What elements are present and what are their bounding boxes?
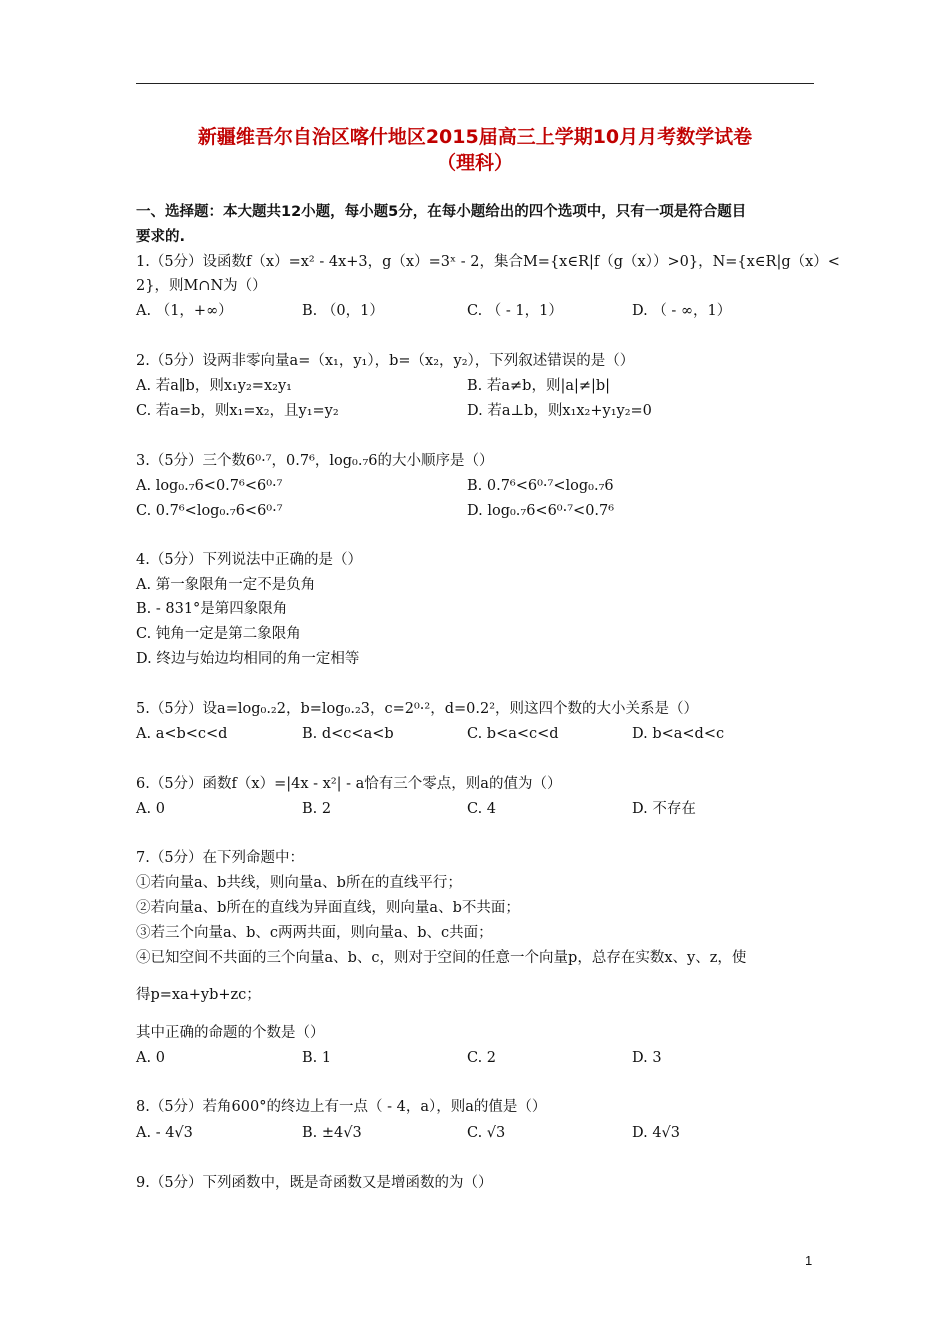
q8-option-c: C. √3 <box>467 1125 506 1141</box>
q2-option-a: A. 若a∥b，则x₁y₂=x₂y₁ <box>136 378 292 394</box>
q7-statement-4-cont: 得p=xa+yb+zc； <box>136 987 261 1003</box>
q3-option-c: C. 0.7⁶<log₀.₇6<6⁰·⁷ <box>136 503 283 519</box>
q7-statement-1: ①若向量a、b共线，则向量a、b所在的直线平行； <box>136 875 462 891</box>
q1-option-d: D. （ - ∞，1） <box>632 303 732 319</box>
q8-option-b: B. ±4√3 <box>302 1125 362 1141</box>
q5-option-b: B. d<c<a<b <box>302 726 394 742</box>
q2-option-d: D. 若a⊥b，则x₁x₂+y₁y₂=0 <box>467 403 652 419</box>
q5-stem: 5.（5分）设a=log₀.₂2，b=log₀.₂3，c=2⁰·²，d=0.2²，则这四个数的大小关系是（） <box>136 701 699 717</box>
q7-statement-2: ②若向量a、b所在的直线为异面直线，则向量a、b不共面； <box>136 900 520 916</box>
q2-option-c: C. 若a=b，则x₁=x₂，且y₁=y₂ <box>136 403 339 419</box>
q5-option-c: C. b<a<c<d <box>467 726 559 742</box>
page-subtitle: （理科） <box>436 152 513 174</box>
q7-statement-4: ④已知空间不共面的三个向量a、b、c，则对于空间的任意一个向量p，总存在实数x、y、z，使 <box>136 950 747 966</box>
q4-option-a: A. 第一象限角一定不是负角 <box>136 577 316 593</box>
q8-option-a: A. - 4√3 <box>136 1125 193 1141</box>
q4-option-b: B. - 831°是第四象限角 <box>136 601 288 617</box>
q3-option-a: A. log₀.₇6<0.7⁶<6⁰·⁷ <box>136 478 283 494</box>
q8-stem: 8.（5分）若角600°的终边上有一点（ - 4，a），则a的值是（） <box>136 1099 547 1115</box>
q4-stem: 4.（5分）下列说法中正确的是（） <box>136 552 363 568</box>
q6-option-d: D. 不存在 <box>632 801 696 817</box>
q1-option-a: A. （1，+∞） <box>136 303 233 319</box>
page-title: 新疆维吾尔自治区喀什地区2015届高三上学期10月月考数学试卷 <box>197 126 753 148</box>
header-rule <box>136 83 814 84</box>
q1-option-b: B. （0，1） <box>302 303 384 319</box>
q6-option-b: B. 2 <box>302 801 332 817</box>
q2-stem: 2.（5分）设两非零向量a=（x₁，y₁），b=（x₂，y₂），下列叙述错误的是（） <box>136 353 635 369</box>
q7-statement-3: ③若三个向量a、b、c两两共面，则向量a、b、c共面； <box>136 925 493 941</box>
q7-stem: 7.（5分）在下列命题中： <box>136 850 305 866</box>
q6-option-a: A. 0 <box>136 801 165 817</box>
q1-option-c: C. （ - 1，1） <box>467 303 563 319</box>
q7-option-a: A. 0 <box>136 1050 165 1066</box>
q3-option-d: D. log₀.₇6<6⁰·⁷<0.7⁶ <box>467 503 615 519</box>
section-heading: 一、选择题：本大题共12小题，每小题5分，在每小题给出的四个选项中，只有一项是符合题目 <box>136 204 747 220</box>
q9-stem: 9.（5分）下列函数中，既是奇函数又是增函数的为（） <box>136 1175 493 1191</box>
q5-option-a: A. a<b<c<d <box>136 726 228 742</box>
q7-question: 其中正确的命题的个数是（） <box>136 1025 325 1041</box>
q8-option-d: D. 4√3 <box>632 1125 681 1141</box>
q6-option-c: C. 4 <box>467 801 497 817</box>
q3-stem: 3.（5分）三个数6⁰·⁷，0.7⁶，log₀.₇6的大小顺序是（） <box>136 453 494 469</box>
q7-option-c: C. 2 <box>467 1050 497 1066</box>
q4-option-d: D. 终边与始边均相同的角一定相等 <box>136 651 360 667</box>
page-number: 1 <box>805 1253 813 1268</box>
q7-option-b: B. 1 <box>302 1050 332 1066</box>
q4-option-c: C. 钝角一定是第二象限角 <box>136 626 301 642</box>
q7-option-d: D. 3 <box>632 1050 662 1066</box>
q6-stem: 6.（5分）函数f（x）=|4x - x²| - a恰有三个零点，则a的值为（） <box>136 776 562 792</box>
q1-stem-cont: 2}，则M∩N为（） <box>136 278 267 294</box>
q1-stem: 1.（5分）设函数f（x）=x² - 4x+3，g（x）=3ˣ - 2，集合M={x∈R|f（g（x））>0}，N={x∈R|g（x）< <box>136 254 840 270</box>
q2-option-b: B. 若a≠b，则|a|≠|b| <box>467 378 611 394</box>
q5-option-d: D. b<a<d<c <box>632 726 725 742</box>
q3-option-b: B. 0.7⁶<6⁰·⁷<log₀.₇6 <box>467 478 614 494</box>
section-heading-cont: 要求的. <box>136 229 186 245</box>
